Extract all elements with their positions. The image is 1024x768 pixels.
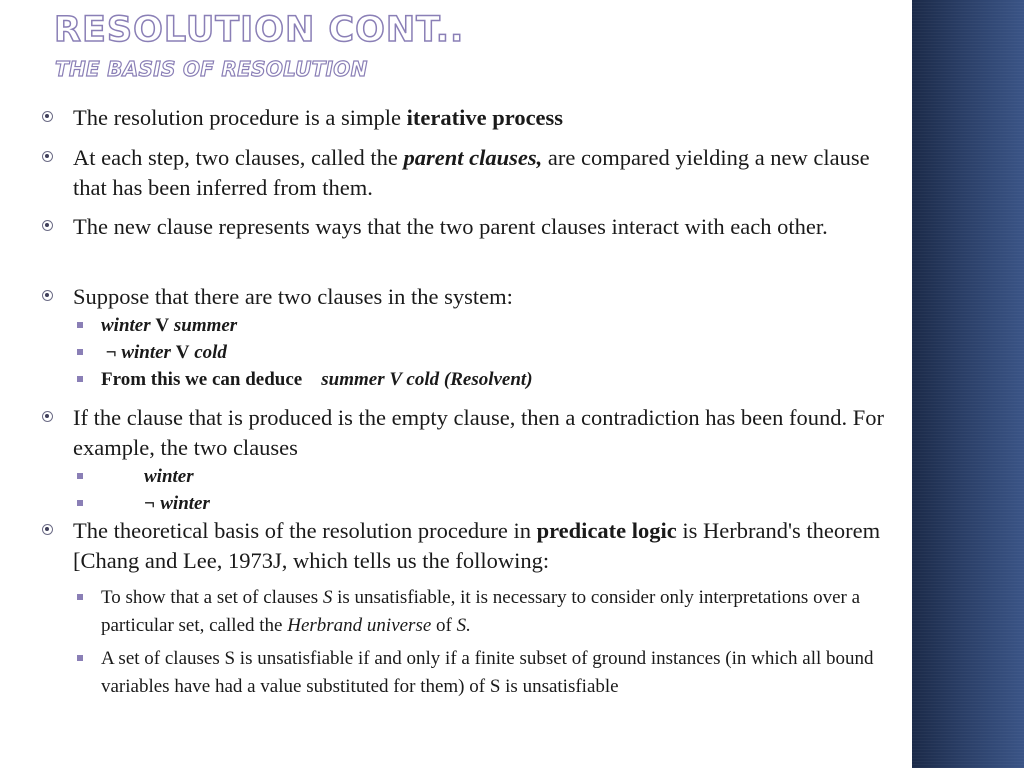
square-bullet-icon <box>77 376 83 382</box>
decorative-sidebar <box>912 0 1024 768</box>
square-bullet-icon <box>77 322 83 328</box>
bullet-empty-clause: If the clause that is produced is the empty clause, then a contradiction has been found. For example, the two clauses <box>73 403 903 463</box>
square-bullet-icon <box>77 349 83 355</box>
slide-title: RESOLUTION CONT.. <box>54 10 465 50</box>
square-bullet-icon <box>77 655 83 661</box>
sub-bullet-winter-summer: winter V summer <box>101 312 901 340</box>
sub-bullet-resolvent: From this we can deduce summer V cold (Resolvent) <box>101 366 901 394</box>
circle-bullet-icon <box>42 220 53 231</box>
bullet-iterative-process: The resolution procedure is a simple iterative process <box>73 103 903 133</box>
circle-bullet-icon <box>42 111 53 122</box>
bullet-new-clause: The new clause represents ways that the two parent clauses interact with each other. <box>73 212 903 242</box>
circle-bullet-icon <box>42 524 53 535</box>
circle-bullet-icon <box>42 151 53 162</box>
bullet-two-clauses: Suppose that there are two clauses in the system: <box>73 282 903 312</box>
circle-bullet-icon <box>42 290 53 301</box>
circle-bullet-icon <box>42 411 53 422</box>
sub-bullet-not-winter: ¬ winter <box>101 490 901 518</box>
slide-subtitle: THE BASIS OF RESOLUTION <box>55 57 368 81</box>
sub-bullet-finite-subset: A set of clauses S is unsatisfiable if and only if a finite subset of ground instances (in which all bound variables have had a value substituted for them) of S is unsatisfiable <box>101 645 901 700</box>
bullet-herbrand-theorem: The theoretical basis of the resolution procedure in predicate logic is Herbrand's theorem [Chang and Lee, 1973J, which tells us the following: <box>73 516 903 576</box>
square-bullet-icon <box>77 500 83 506</box>
sub-bullet-not-winter-cold: ¬ winter V cold <box>101 339 901 367</box>
square-bullet-icon <box>77 473 83 479</box>
square-bullet-icon <box>77 594 83 600</box>
sub-bullet-herbrand-universe: To show that a set of clauses S is unsatisfiable, it is necessary to consider only interpretations over a particular set, called the Herbrand universe of S. <box>101 584 901 639</box>
sub-bullet-winter: winter <box>101 463 901 491</box>
bullet-parent-clauses: At each step, two clauses, called the parent clauses, are compared yielding a new clause that has been inferred from them. <box>73 143 903 203</box>
